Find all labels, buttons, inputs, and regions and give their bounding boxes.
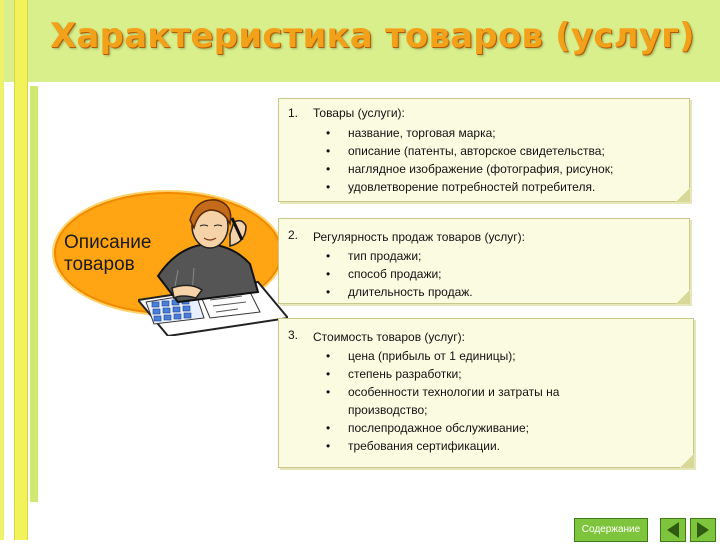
card-2-heading: Регулярность продаж товаров (услуг): (313, 230, 526, 244)
list-item-continuation: производство; (348, 403, 428, 417)
person-at-desk-illustration (138, 196, 288, 336)
card-3-number: 3. (288, 328, 299, 342)
card-1-heading: Товары (услуги): (313, 106, 405, 120)
arrow-right-icon (691, 519, 715, 541)
card-1-number: 1. (288, 106, 299, 120)
card-2-number: 2. (288, 228, 299, 242)
vertical-stripe (14, 0, 28, 540)
contents-button[interactable]: Содержание (574, 518, 648, 542)
next-slide-button[interactable] (690, 518, 716, 542)
slide-title: Характеристика товаров (услуг) (50, 16, 695, 56)
side-panel (30, 86, 38, 502)
prev-slide-button[interactable] (660, 518, 686, 542)
card-3-heading: Стоимость товаров (услуг): (313, 330, 465, 344)
left-edge-stripe (0, 0, 4, 540)
oval-label: Описание товаров (64, 232, 152, 275)
arrow-left-icon (661, 519, 685, 541)
